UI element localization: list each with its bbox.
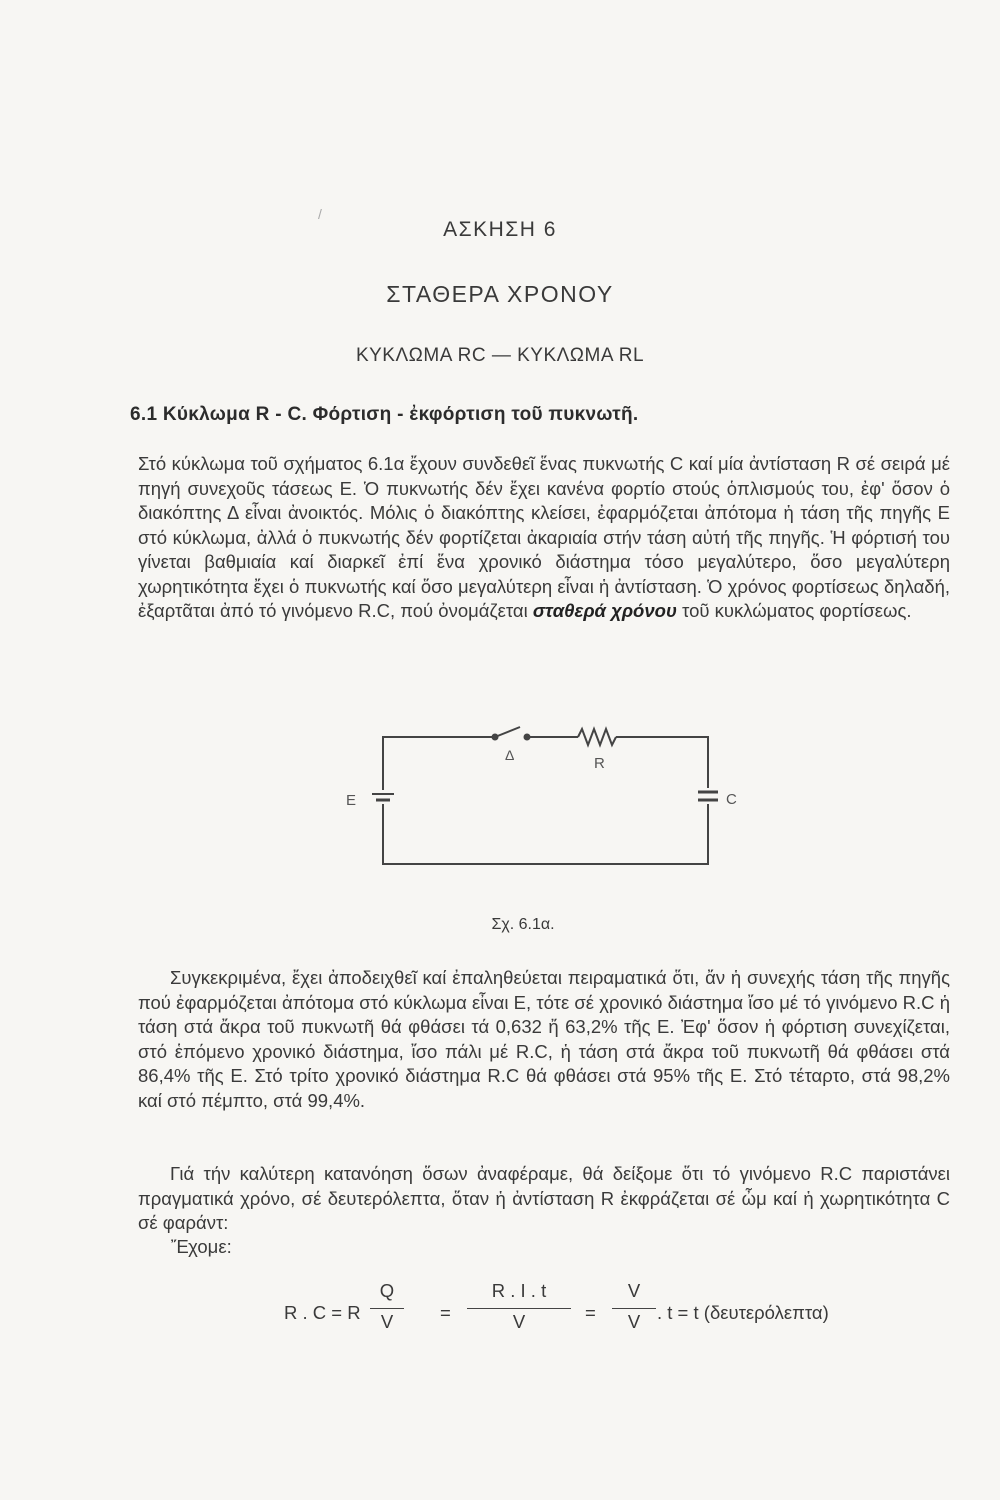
fraction-2-denominator: V <box>512 1311 526 1332</box>
wire-top-left <box>383 737 492 790</box>
fraction-2-numerator: R . I . t <box>491 1280 547 1301</box>
wire-top-right <box>616 737 708 788</box>
fraction-1-bar <box>370 1308 404 1309</box>
source-label: E <box>346 792 357 809</box>
rc-circuit-diagram <box>330 710 750 880</box>
page-subtitle: ΚΥΚΛΩΜΑ RC — ΚΥΚΛΩΜΑ RL <box>355 345 645 366</box>
paragraph-1-text: Στό κύκλωμα τοῦ σχήματος 6.1α ἔχουν συνδεθεῖ ἕνας πυκνωτής C καί μία ἀντίσταση R σέ σειρά μέ πηγή συνεχοῦς τάσεως E. Ὁ πυκνωτής δέν ἔχει κανένα φορτίο στούς ὁπλισμούς του, ἐφ' ὅσον ὁ διακόπτης Δ εἶναι ἀνοικτός. Μόλις ὁ διακόπτης κλείσει, ἐφαρμόζεται ἀπότομα ἡ τάση τῆς πηγῆς E στό κύκλωμα, ἀλλά ὁ πυκνωτής δέν φορτίζεται ἀκαριαία στήν τάση αὐτή τῆς πηγῆς. Ἡ φόρτισή του γίνεται βαθμιαία καί διαρκεῖ ἐπί ἕνα χρονικό διάστημα τόσο μεγαλύτερο, ὅσο μεγαλύτερη χωρητικότητα ἔχει ὁ πυκνωτής καί ὅσο μεγαλύτερη εἶναι ἡ ἀντίσταση. Ὁ χρόνος φορτίσεως δηλαδή, ἐξαρτᾶται ἀπό τό γινόμενο R.C, πού ὀνομάζεται <box>138 453 950 621</box>
fraction-1-numerator: Q <box>379 1280 395 1301</box>
stray-tick-mark: / <box>318 206 322 222</box>
formula-equals-2: = <box>585 1302 596 1323</box>
formula-equals-1: = <box>440 1302 451 1323</box>
fraction-1-denominator: V <box>380 1311 394 1332</box>
rc-formula <box>0 1280 1000 1350</box>
capacitor-label: C <box>726 791 737 808</box>
fraction-3-numerator: V <box>627 1280 641 1301</box>
fraction-3-bar <box>612 1308 656 1309</box>
resistor-label: R <box>594 755 605 772</box>
fraction-3-denominator: V <box>627 1311 641 1332</box>
wire-bottom <box>383 804 708 864</box>
figure-caption: Σχ. 6.1α. <box>491 916 555 933</box>
formula-tail: . t = t (δευτερόλεπτα) <box>657 1302 829 1323</box>
fraction-2-bar <box>467 1308 571 1309</box>
formula-fraction-2 <box>467 1280 571 1333</box>
paragraph-3: Γιά τήν καλύτερη κατανόηση ὅσων ἀναφέραμε, θά δείξομε ὅτι τό γινόμενο R.C παριστάνει πραγματικά χρόνο, σέ δευτερόλεπτα, ὅταν ἡ ἀντίσταση R ἐκφράζεται σέ ὦμ καί ἡ χωρητικότητα C σέ φαράντ: <box>138 1163 950 1233</box>
section-heading: 6.1 Κύκλωμα R - C. Φόρτιση - ἐκφόρτιση τοῦ πυκνωτῆ. <box>130 404 639 425</box>
paragraph-1-ending: τοῦ κυκλώματος φορτίσεως. <box>682 600 912 621</box>
page-title: ΣΤΑΘΕΡΑ ΧΡΟΝΟΥ <box>386 281 614 307</box>
resistor <box>578 729 616 745</box>
switch-blade <box>495 727 520 737</box>
paragraph-1 <box>138 452 950 624</box>
switch-contact-right <box>525 735 530 740</box>
formula-lhs: R . C = R <box>284 1302 361 1323</box>
paragraph-4: Ἔχομε: <box>171 1236 232 1257</box>
switch-label: Δ <box>505 747 515 763</box>
paragraph-2: Συγκεκριμένα, ἔχει ἀποδειχθεῖ καί ἐπαληθεύεται πειραματικά ὅτι, ἄν ἡ συνεχής τάση τῆς πηγῆς πού ἐφαρμόζεται ἀπότομα στό κύκλωμα εἶναι E, τότε σέ χρονικό διάστημα ἴσο μέ τό γινόμενο R.C ἡ τάση στά ἄκρα τοῦ πυκνωτῆ θά φθάσει τά 0,632 ἤ 63,2% τῆς E. Ἐφ' ὅσον ἡ φόρτιση συνεχίζεται, στό ἑπόμενο χρονικό διάστημα, ἴσο πάλι μέ R.C, ἡ τάση στά ἄκρα τοῦ πυκνωτῆ θά φθάσει στά 86,4% τῆς E. Στό τρίτο χρονικό διάστημα R.C θά φθάσει στά 95% τῆς E. Στό τέταρτο, στά 98,2% καί στό πέμπτο, στά 99,4%. <box>138 967 950 1111</box>
formula-fraction-3 <box>612 1280 656 1333</box>
exercise-number: ΑΣΚΗΣΗ 6 <box>443 218 557 241</box>
formula-fraction-1 <box>370 1280 404 1333</box>
paragraph-1-emphasis: σταθερά χρόνου <box>532 600 677 621</box>
